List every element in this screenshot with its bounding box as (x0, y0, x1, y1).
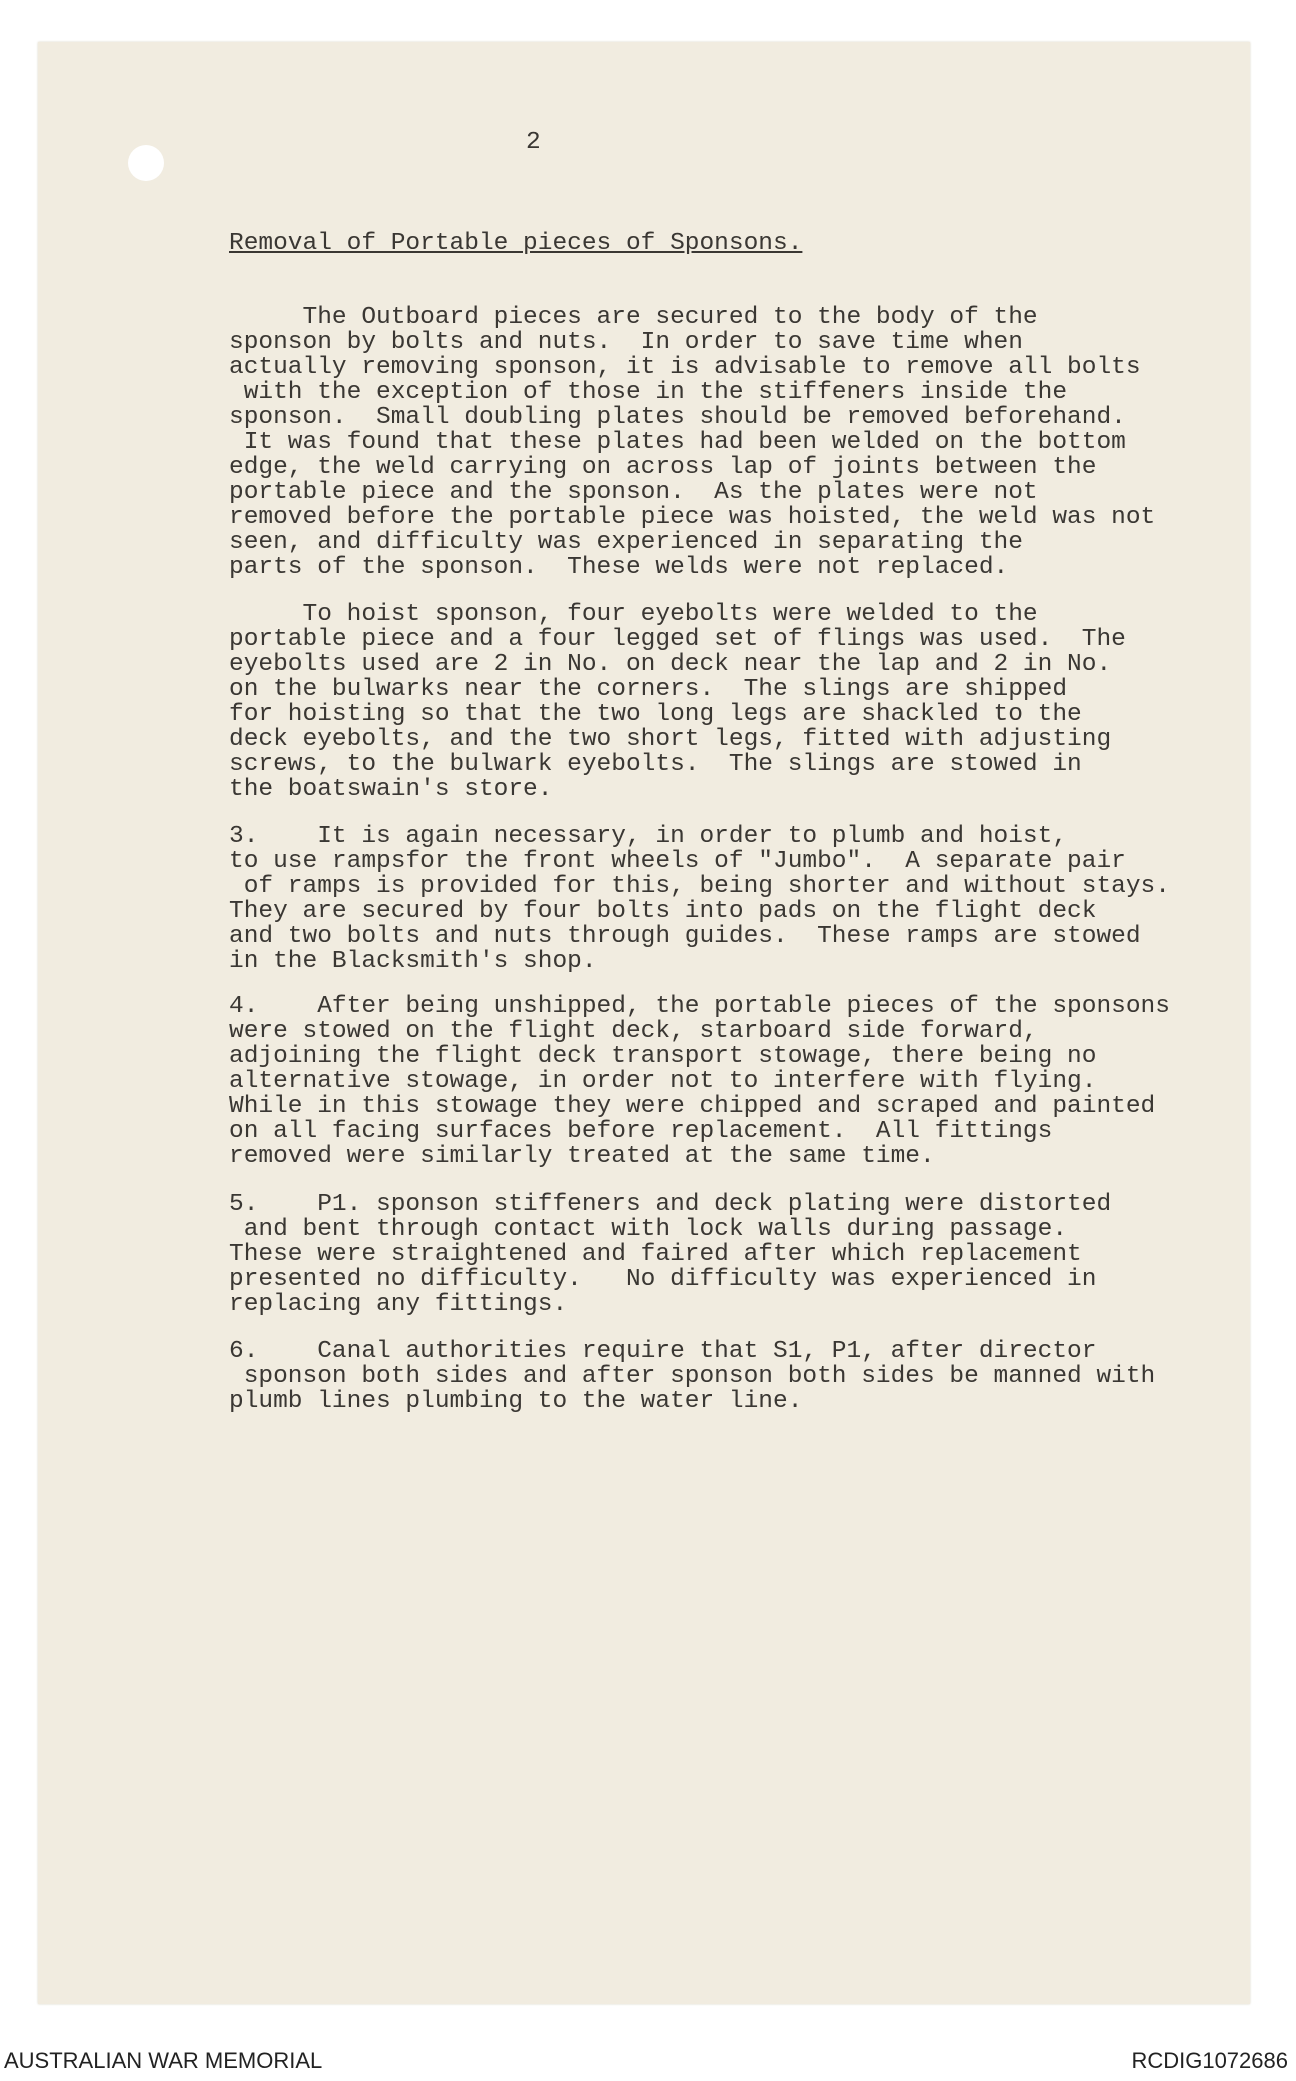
text-line: edge, the weld carrying on across lap of joints between the (229, 454, 1097, 481)
text-line: alternative stowage, in order not to interfere with flying. (229, 1068, 1097, 1095)
text-line: of ramps is provided for this, being shorter and without stays. (229, 873, 1170, 900)
text-line: on all facing surfaces before replacement. All fittings (229, 1118, 1053, 1145)
text-line: actually removing sponson, it is advisable to remove all bolts (229, 354, 1141, 381)
text-line: They are secured by four bolts into pads on the flight deck (229, 898, 1097, 925)
footer-institution: AUSTRALIAN WAR MEMORIAL (4, 2048, 323, 2073)
paragraph-3 (229, 824, 1170, 974)
text-line: presented no difficulty. No difficulty was experienced in (229, 1266, 1097, 1293)
text-line: 5. P1. sponson stiffeners and deck plating were distorted (229, 1191, 1112, 1218)
text-line: adjoining the flight deck transport stowage, there being no (229, 1043, 1097, 1070)
text-line: portable piece and the sponson. As the plates were not (229, 479, 1038, 506)
text-line: 4. After being unshipped, the portable pieces of the sponsons (229, 993, 1170, 1020)
paragraph-1 (229, 305, 1155, 580)
text-line: with the exception of those in the stiffeners inside the (229, 379, 1068, 406)
text-line: for hoisting so that the two long legs are shackled to the (229, 701, 1082, 728)
text-line: the boatswain's store. (229, 776, 553, 803)
text-line: and bent through contact with lock walls during passage. (229, 1216, 1068, 1243)
text-line: and two bolts and nuts through guides. These ramps are stowed (229, 923, 1141, 950)
text-line: sponson both sides and after sponson both sides be manned with (229, 1363, 1156, 1390)
text-line: plumb lines plumbing to the water line. (229, 1388, 803, 1415)
paragraph-6 (229, 1339, 1155, 1414)
paragraph-4 (229, 994, 1170, 1169)
text-line: deck eyebolts, and the two short legs, fitted with adjusting (229, 726, 1112, 753)
text-line: portable piece and a four legged set of flings was used. The (229, 626, 1126, 653)
text-line: replacing any fittings. (229, 1291, 568, 1318)
text-line: were stowed on the flight deck, starboard side forward, (229, 1018, 1038, 1045)
text-line: removed before the portable piece was hoisted, the weld was not (229, 504, 1156, 531)
section-title: Removal of Portable pieces of Sponsons. (229, 230, 803, 257)
paragraph-2 (229, 602, 1126, 802)
text-line: It was found that these plates had been welded on the bottom (229, 429, 1126, 456)
text-line: seen, and difficulty was experienced in separating the (229, 529, 1023, 556)
text-line: removed were similarly treated at the same time. (229, 1143, 935, 1170)
page-number: 2 (526, 129, 541, 156)
text-line: in the Blacksmith's shop. (229, 948, 597, 975)
text-line: sponson. Small doubling plates should be removed beforehand. (229, 404, 1126, 431)
text-line: These were straightened and faired after which replacement (229, 1241, 1082, 1268)
text-line: 6. Canal authorities require that S1, P1, after director (229, 1338, 1097, 1365)
punch-hole (128, 145, 164, 181)
text-line: screws, to the bulwark eyebolts. The slings are stowed in (229, 751, 1082, 778)
text-line: 3. It is again necessary, in order to plumb and hoist, (229, 823, 1068, 850)
text-line: To hoist sponson, four eyebolts were welded to the (229, 601, 1038, 628)
footer-catalog-id: RCDIG1072686 (1131, 2048, 1288, 2073)
text-line: on the bulwarks near the corners. The slings are shipped (229, 676, 1068, 703)
text-line: sponson by bolts and nuts. In order to save time when (229, 329, 1023, 356)
text-line: While in this stowage they were chipped and scraped and painted (229, 1093, 1156, 1120)
paragraph-5 (229, 1192, 1111, 1317)
text-line: to use rampsfor the front wheels of "Jumbo". A separate pair (229, 848, 1126, 875)
text-line: eyebolts used are 2 in No. on deck near the lap and 2 in No. (229, 651, 1112, 678)
text-line: The Outboard pieces are secured to the body of the (229, 304, 1038, 331)
text-line: parts of the sponson. These welds were not replaced. (229, 554, 1009, 581)
